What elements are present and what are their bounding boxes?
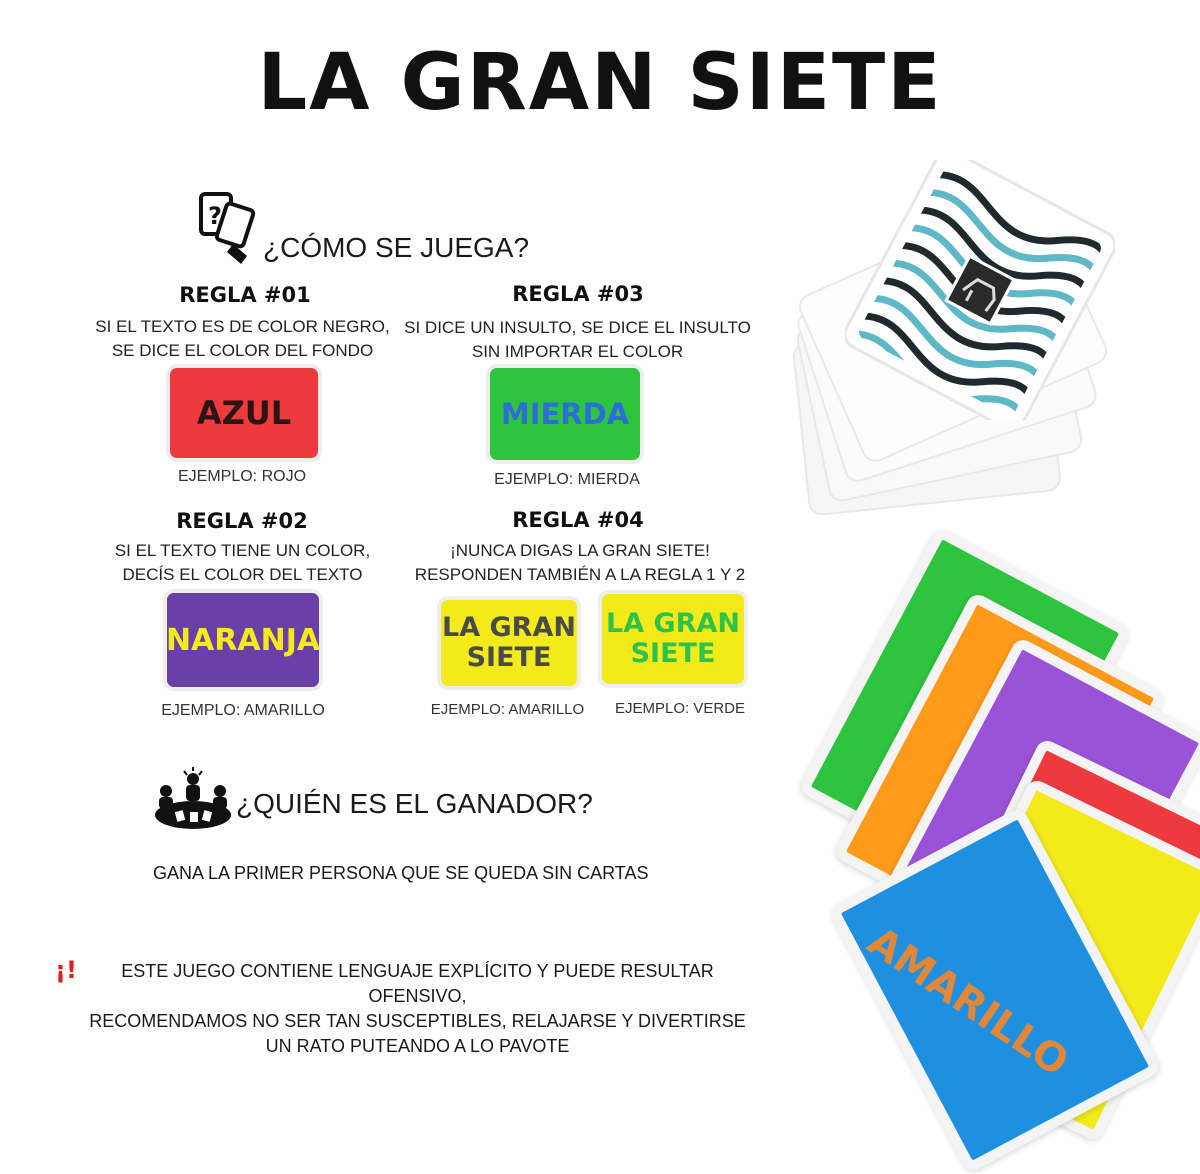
rule-2-description xyxy=(70,539,415,587)
page-title: LA GRAN SIETE xyxy=(257,38,943,128)
rule-3-card-text: MIERDA xyxy=(500,397,630,431)
warning-line-3: UN RATO PUTEANDO A LO PAVOTE xyxy=(265,1036,570,1056)
rule-1-card-text: AZUL xyxy=(196,394,292,432)
rule-1-title: REGLA #01 xyxy=(179,283,311,307)
card-deck-photo xyxy=(790,120,1140,520)
rule-2-example-card xyxy=(167,593,319,687)
rule-3-line-2: SIN IMPORTAR EL COLOR xyxy=(471,342,684,361)
rule-4-card-a-line-2: SIETE xyxy=(466,642,552,673)
rule-2-example: EJEMPLO: AMARILLO xyxy=(161,702,325,719)
rule-1-example: EJEMPLO: ROJO xyxy=(177,468,307,485)
players-table-icon xyxy=(152,765,234,833)
rule-4-description xyxy=(395,539,765,587)
rule-4-example-card-a xyxy=(441,600,577,686)
rule-1-example-card xyxy=(170,368,318,458)
rule-4-card-a-line-1: LA GRAN xyxy=(442,612,576,643)
rule-1-description xyxy=(70,315,415,363)
warning-text xyxy=(80,959,755,1059)
rule-4-card-b-line-2: SIETE xyxy=(630,638,716,669)
winner-text: GANA LA PRIMER PERSONA QUE SE QUEDA SIN CARTAS xyxy=(153,863,649,883)
rule-2-line-2: DECÍS EL COLOR DEL TEXTO xyxy=(122,565,363,584)
rule-3-example: EJEMPLO: MIERDA xyxy=(494,471,640,488)
how-to-heading: ¿CÓMO SE JUEGA? xyxy=(263,232,530,263)
rule-4-example-b: EJEMPLO: VERDE xyxy=(614,700,746,717)
warning-line-2: RECOMENDAMOS NO SER TAN SUSCEPTIBLES, RELAJARSE Y DIVERTIRSE xyxy=(89,1011,746,1031)
rule-2-title: REGLA #02 xyxy=(176,509,308,533)
rule-4-example-card-b xyxy=(602,594,744,684)
winner-heading: ¿QUIÉN ES EL GANADOR? xyxy=(236,788,593,819)
rule-1-line-2: SE DICE EL COLOR DEL FONDO xyxy=(111,341,374,360)
rule-3-title: REGLA #03 xyxy=(512,282,644,306)
svg-text:?: ? xyxy=(208,202,222,230)
colored-cards-photo xyxy=(815,540,1195,1150)
rule-4-line-1: ¡NUNCA DIGAS LA GRAN SIETE! xyxy=(450,541,710,560)
rule-3-example-card xyxy=(490,368,640,460)
rule-2-card-text: NARANJA xyxy=(165,622,321,658)
card-question-icon xyxy=(197,190,261,266)
rule-4-example-a: EJEMPLO: AMARILLO xyxy=(430,701,585,718)
rule-3-description xyxy=(390,316,765,364)
rule-4-card-b-line-1: LA GRAN xyxy=(606,608,740,639)
rule-2-line-1: SI EL TEXTO TIENE UN COLOR, xyxy=(114,541,371,560)
warning-line-1: ESTE JUEGO CONTIENE LENGUAJE EXPLÍCITO Y PUEDE RESULTAR OFENSIVO, xyxy=(121,961,714,1006)
rule-1-line-1: SI EL TEXTO ES DE COLOR NEGRO, xyxy=(95,317,390,336)
rule-4-title: REGLA #04 xyxy=(512,508,644,532)
warning-mark: ¡! xyxy=(55,956,77,984)
top-card-back xyxy=(845,160,1115,420)
rule-4-line-2: RESPONDEN TAMBIÉN A LA REGLA 1 Y 2 xyxy=(414,565,746,584)
rule-3-line-1: SI DICE UN INSULTO, SE DICE EL INSULTO xyxy=(404,318,751,337)
blue-card-text: AMARILLO xyxy=(859,918,1077,1086)
